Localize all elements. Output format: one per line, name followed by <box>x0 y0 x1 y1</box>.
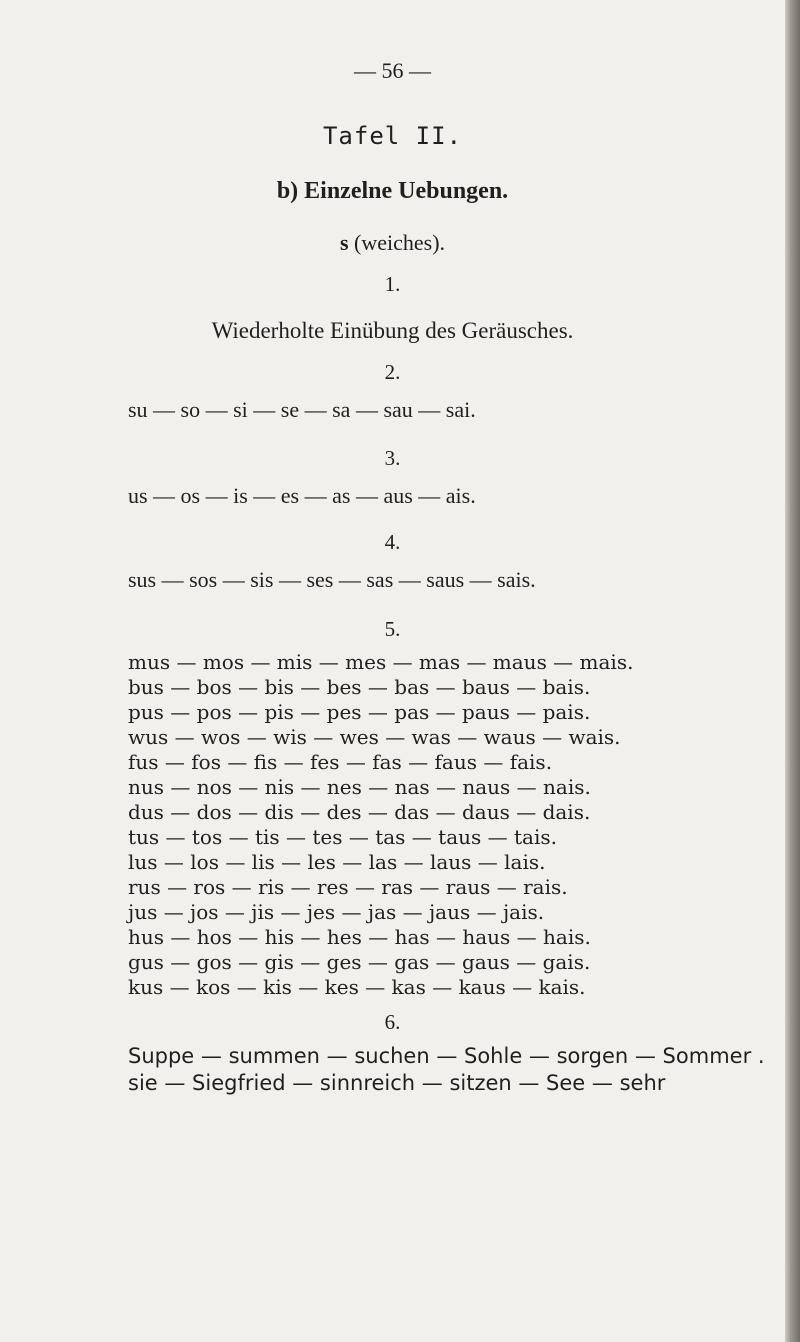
drill-line: tus — tos — tis — tes — tas — taus — tais. <box>128 825 557 849</box>
drill-line: kus — kos — kis — kes — kas — kaus — kais. <box>128 975 586 999</box>
section-4-text: sus — sos — sis — ses — sas — saus — sais. <box>128 567 536 592</box>
drill-line: bus — bos — bis — bes — bas — baus — bais. <box>128 675 591 699</box>
drill-line: nus — nos — nis — nes — nas — naus — nais. <box>128 775 591 799</box>
drill-line: hus — hos — his — hes — has — haus — hais. <box>128 925 591 949</box>
tafel-title: Tafel II. <box>322 122 463 150</box>
section-1-number: 1. <box>384 272 401 296</box>
section-3-text: us — os — is — es — as — aus — ais. <box>128 483 476 508</box>
drill-line: dus — dos — dis — des — das — daus — dais. <box>128 800 591 824</box>
drill-line: fus — fos — fis — fes — fas — faus — fais. <box>128 750 553 774</box>
section-2-number: 2. <box>384 360 401 384</box>
section-5-drill-list <box>128 650 688 1000</box>
page-edge-shadow <box>785 0 800 1342</box>
s-heading <box>0 230 785 256</box>
page-number: — 56 — <box>354 58 431 83</box>
s-label: (weiches). <box>354 230 446 255</box>
drill-line: mus — mos — mis — mes — mas — maus — mais. <box>128 650 634 674</box>
drill-line: gus — gos — gis — ges — gas — gaus — gais. <box>128 950 591 974</box>
section-6-number: 6. <box>384 1010 401 1034</box>
drill-line: rus — ros — ris — res — ras — raus — rais. <box>128 875 568 899</box>
section-3-number: 3. <box>384 446 401 470</box>
section-2-text: su — so — si — se — sa — sau — sai. <box>128 397 476 422</box>
subtitle: b) Einzelne Uebungen. <box>276 178 509 204</box>
section-5-number: 5. <box>384 617 401 641</box>
section-1-text: Wiederholte Einübung des Geräusches. <box>211 318 574 343</box>
section-6-line-1: Suppe — summen — suchen — Sohle — sorgen — Sommer . <box>128 1044 765 1068</box>
section-6-line-2: sie — Siegfried — sinnreich — sitzen — See — sehr <box>128 1071 666 1095</box>
section-4-number: 4. <box>384 530 401 554</box>
s-letter: s <box>339 230 349 255</box>
drill-line: wus — wos — wis — wes — was — waus — wais. <box>128 725 621 749</box>
drill-line: pus — pos — pis — pes — pas — paus — pais. <box>128 700 591 724</box>
drill-line: lus — los — lis — les — las — laus — lais. <box>128 850 546 874</box>
drill-line: jus — jos — jis — jes — jas — jaus — jais. <box>128 900 545 924</box>
